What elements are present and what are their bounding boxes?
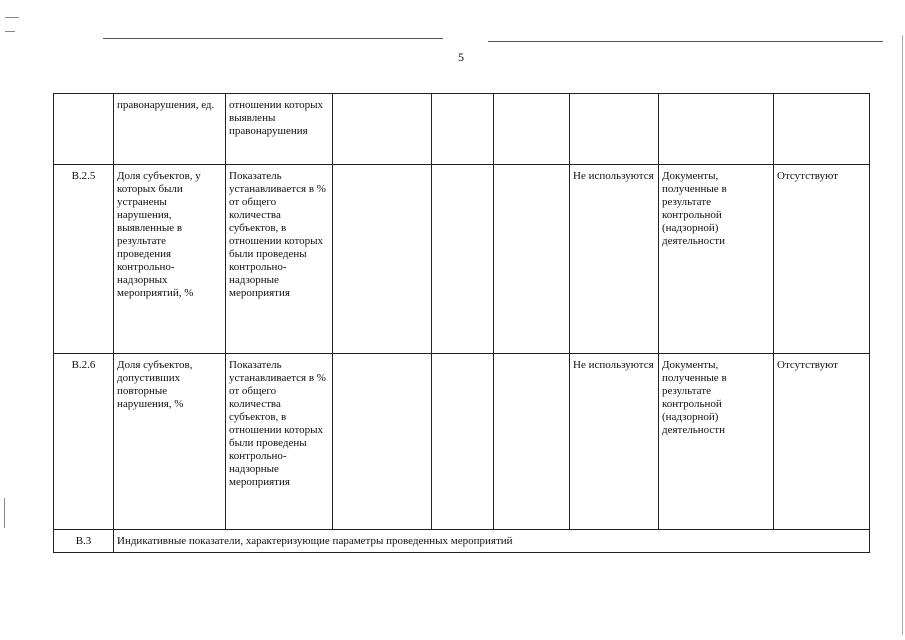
- section-row: [54, 530, 870, 553]
- cell-note: Отсутствуют: [774, 165, 870, 354]
- cell-empty: [333, 165, 432, 354]
- cell-description: Показатель устанавливается в % от общего количества субъектов, в отношении которых были проведены контрольно-надзорные мероприятия: [226, 354, 333, 530]
- indicators-table: [53, 93, 870, 553]
- scan-edge-left: [4, 498, 5, 528]
- page-number: 5: [458, 50, 464, 64]
- cell-empty: [494, 94, 570, 165]
- cell-indicator: Доля субъектов, допустивших повторные нарушения, %: [114, 354, 226, 530]
- section-title: Индикативные показатели, характеризующие параметры проведенных мероприятий: [114, 530, 870, 553]
- table-row: [54, 165, 870, 354]
- scan-edge-right: [902, 35, 903, 635]
- cell-empty: [494, 165, 570, 354]
- cell-documents: Документы, полученные в результате контрольной (надзорной) деятельностн: [659, 354, 774, 530]
- section-code: В.3: [54, 530, 114, 553]
- cell-code: [54, 94, 114, 165]
- scan-mark: [5, 31, 15, 32]
- cell-empty: [432, 165, 494, 354]
- cell-indicator: Доля субъектов, у которых были устранены нарушения, выявленные в результате проведения контрольно-надзорных мероприятий, %: [114, 165, 226, 354]
- header-rule-left: [103, 38, 443, 39]
- cell-description: отношении которых выявлены правонарушения: [226, 94, 333, 165]
- header-rule-right: [488, 41, 883, 42]
- cell-code: В.2.6: [54, 354, 114, 530]
- cell-empty: [432, 354, 494, 530]
- scan-mark: [5, 17, 19, 18]
- cell-indicator: правонарушения, ед.: [114, 94, 226, 165]
- cell-empty: [432, 94, 494, 165]
- cell-documents: Документы, полученные в результате контрольной (надзорной) деятельности: [659, 165, 774, 354]
- cell-empty: [494, 354, 570, 530]
- cell-note: [774, 94, 870, 165]
- table-row: [54, 94, 870, 165]
- cell-source: Не используются: [570, 354, 659, 530]
- cell-documents: [659, 94, 774, 165]
- cell-description: Показатель устанавливается в % от общего количества субъектов, в отношении которых были проведены контрольно-надзорные мероприятия: [226, 165, 333, 354]
- cell-empty: [333, 354, 432, 530]
- cell-source: [570, 94, 659, 165]
- cell-note: Отсутствуют: [774, 354, 870, 530]
- table-row: [54, 354, 870, 530]
- cell-source: Не используются: [570, 165, 659, 354]
- cell-code: В.2.5: [54, 165, 114, 354]
- cell-empty: [333, 94, 432, 165]
